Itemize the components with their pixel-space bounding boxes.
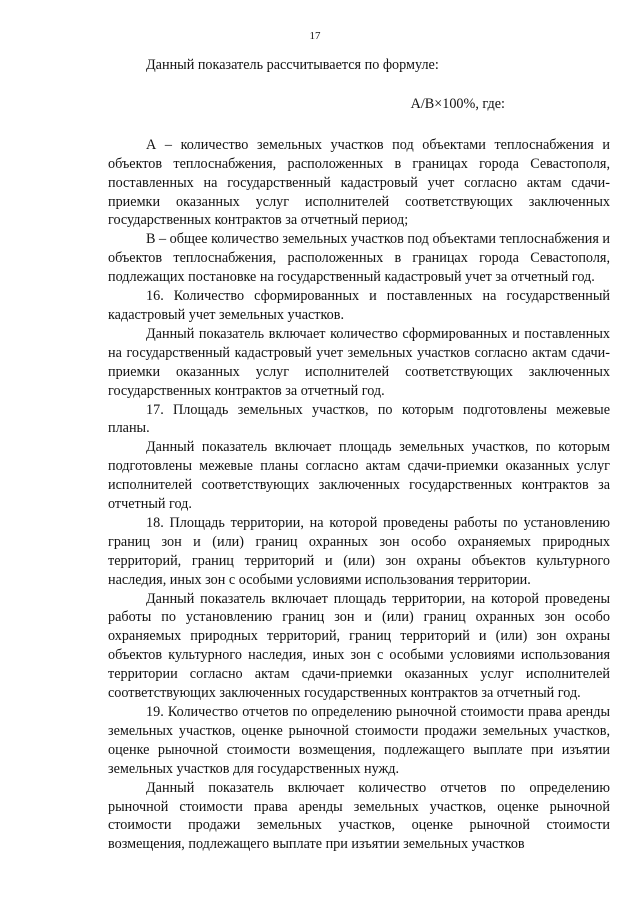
definition-a: А – количество земельных участков под объектами теплоснабжения и объектов теплоснабжения, расположенных в границах города Севастополя, поставленных на государственный кадастровый учет согласно актам сдачи-приемки оказанных услуг исполнителей соответствующих заключенных государственных контрактов за отчетный период; [108, 136, 610, 229]
item-16-title: 16. Количество сформированных и поставленных на государственный кадастровый учет земельных участков. [108, 288, 610, 323]
document-body [108, 56, 610, 854]
item-19-title: 19. Количество отчетов по определению рыночной стоимости права аренды земельных участков, оценке рыночной стоимости продажи земельных участков, оценке рыночной стоимости возмещения, подлежащего выплате при изъятии земельных участков для государственных нужд. [108, 704, 610, 777]
item-17-title: 17. Площадь земельных участков, по которым подготовлены межевые планы. [108, 401, 610, 437]
formula-intro: Данный показатель рассчитывается по формуле: [146, 57, 439, 73]
item-16-description: Данный показатель включает количество сформированных и поставленных на государственный кадастровый учет земельных участков согласно актам сдачи-приемки оказанных услуг исполнителей соответствующих заключенных государственных контрактов за отчетный год. [108, 325, 610, 399]
item-18-title: 18. Площадь территории, на которой проведены работы по установлению границ зон и (или) границ охранных зон особо охраняемых природных территорий, границ территорий и (или) зон охраны объектов культурного наследия, иных зон с особыми условиями использования территории. [108, 514, 610, 588]
page-number: 17 [309, 30, 321, 42]
formula: А/В×100%, где: [410, 95, 505, 112]
item-17-description: Данный показатель включает площадь земельных участков, по которым подготовлены межевые планы согласно актам сдачи-приемки оказанных услуг исполнителей соответствующих заключенных государственных контрактов за отчетный год. [108, 439, 610, 513]
item-19-description: Данный показатель включает количество отчетов по определению рыночной стоимости права аренды земельных участков, оценке рыночной стоимости продажи земельных участков, оценке рыночной стоимости возмещения, подлежащего выплате при изъятии земельных участков [108, 779, 610, 853]
item-18-description: Данный показатель включает площадь территории, на которой проведены работы по установлению границ зон и (или) границ охранных зон особо охраняемых природных территорий, границ территорий и (или) зон охраны объектов культурного наследия, иных зон с особыми условиями использования территории согласно актам сдачи-приемки оказанных услуг исполнителей соответствующих заключенных государственных контрактов за отчетный год. [108, 590, 610, 702]
definition-b: В – общее количество земельных участков под объектами теплоснабжения и объектов теплоснабжения, расположенных в границах города Севастополя, подлежащих постановке на государственный кадастровый учет за отчетный год. [108, 231, 610, 286]
